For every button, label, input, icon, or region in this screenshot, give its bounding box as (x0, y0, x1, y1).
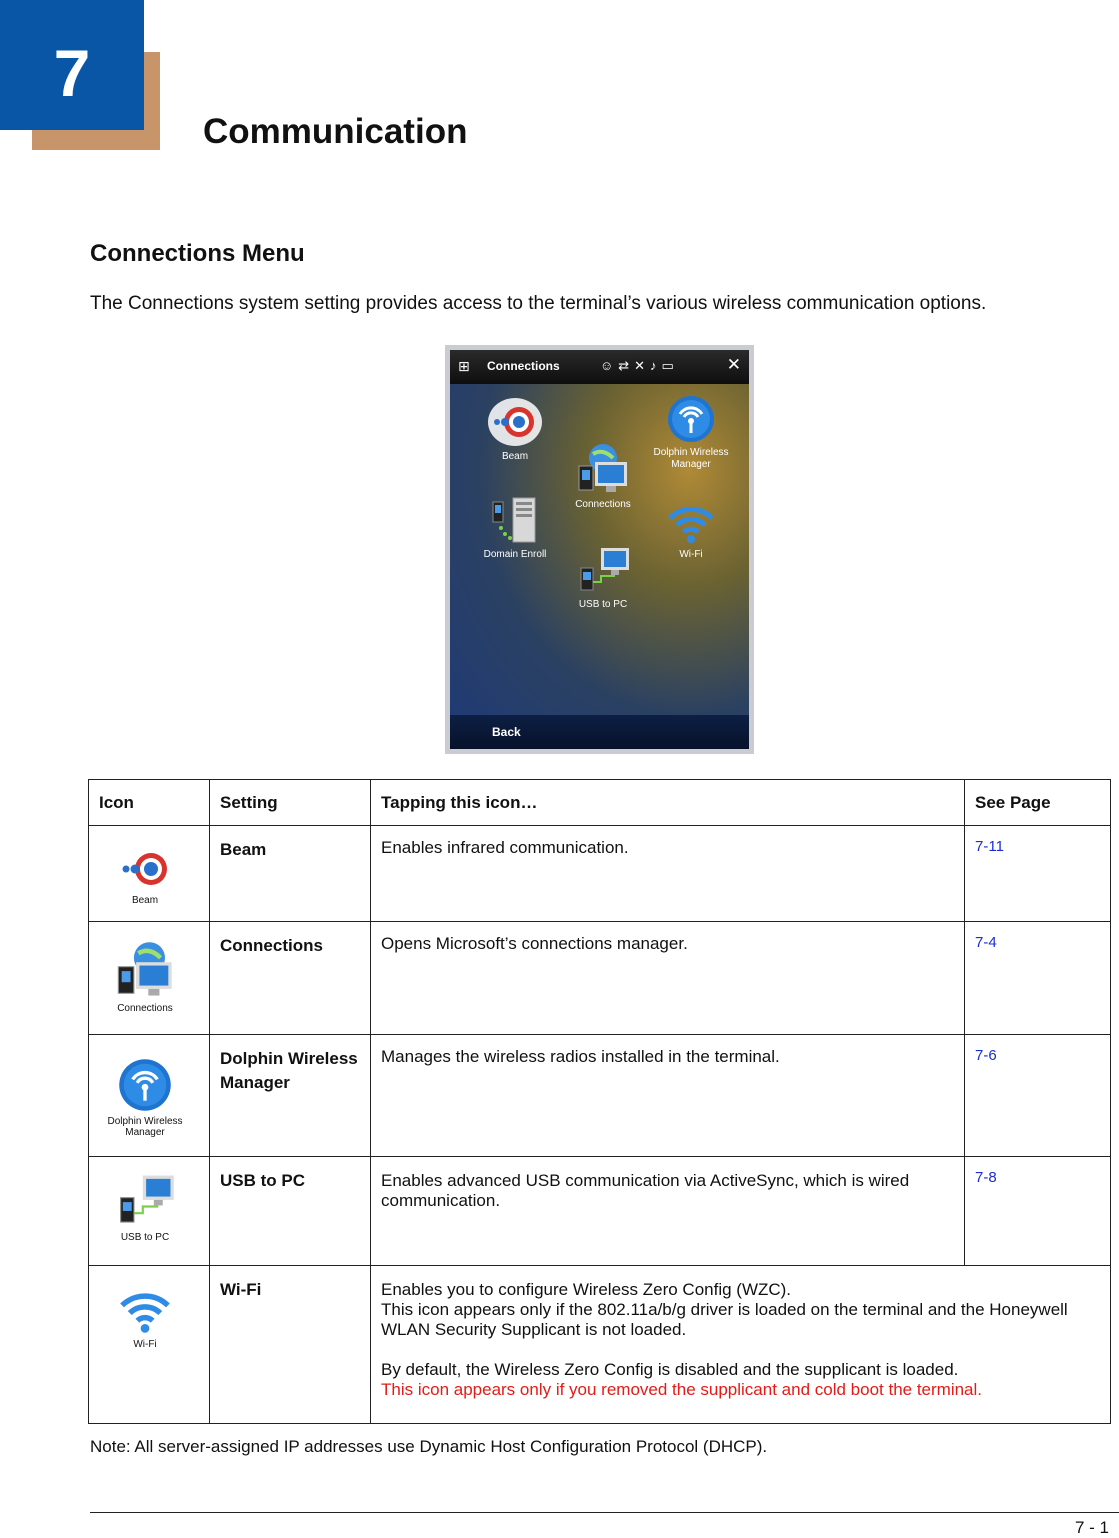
connections-icon (575, 442, 631, 496)
beam-icon (487, 396, 543, 448)
page-link[interactable]: 7-6 (965, 1035, 1111, 1157)
domain-enroll-icon (487, 496, 543, 546)
setting-cell: Beam (210, 826, 371, 922)
desc-text: Enables advanced USB communication via ActiveSync, which is wired communication. (381, 1171, 910, 1210)
dolphin-wireless-icon (666, 394, 716, 444)
table-row (89, 1266, 1111, 1424)
header-tapping: Tapping this icon… (371, 780, 965, 826)
setting-cell: USB to PC (210, 1157, 371, 1266)
note-text: Note: All server-assigned IP addresses use Dynamic Host Configuration Protocol (DHCP). (90, 1437, 768, 1456)
page-number: 7 - 1 (1074, 1518, 1109, 1537)
table-row (89, 826, 1111, 922)
desc-cell (371, 826, 965, 922)
icon-cell (89, 1157, 210, 1266)
page-link[interactable]: 7-8 (965, 1157, 1111, 1266)
icon-caption: Beam (131, 895, 159, 906)
usb-to-pc-icon (575, 546, 631, 596)
dolphin-wireless-icon (117, 1057, 173, 1113)
desc-text: Enables infrared communication. (381, 838, 629, 857)
warning-text: This icon appears only if you removed the supplicant and cold boot the terminal. (381, 1380, 983, 1399)
app-label: Wi-Fi (679, 549, 703, 560)
app-wifi[interactable] (644, 502, 738, 561)
icon-caption: Connections (117, 1003, 173, 1014)
header-setting: Setting (210, 780, 371, 826)
desc-text: Enables you to configure Wireless Zero Config (WZC). (381, 1280, 792, 1299)
icon-caption: Wi-Fi (133, 1339, 157, 1350)
app-label: Domain Enroll (483, 549, 547, 560)
app-connections[interactable] (556, 442, 650, 511)
desc-cell (371, 1035, 965, 1157)
footer-rule (90, 1512, 1119, 1513)
app-dolphin-wireless[interactable] (644, 394, 738, 471)
page-link[interactable]: 7-11 (965, 826, 1111, 922)
setting-cell: Dolphin Wireless Manager (210, 1035, 371, 1157)
app-label: Connections (575, 499, 631, 510)
app-label: USB to PC (578, 599, 628, 610)
device-screenshot (445, 345, 754, 754)
usb-to-pc-icon (114, 1173, 176, 1229)
desc-text: This icon appears only if the 802.11a/b/g driver is loaded on the terminal and the Honeywell WLAN Security Supplicant is not loaded. (381, 1300, 1068, 1339)
device-screen (450, 350, 749, 749)
page-link[interactable]: 7-4 (965, 922, 1111, 1035)
windows-start-icon[interactable]: ⊞ (458, 358, 470, 374)
beam-icon (117, 846, 173, 892)
chapter-title: Communication (203, 112, 468, 151)
desc-cell (371, 922, 965, 1035)
icon-cell (89, 1266, 210, 1424)
connections-icon (113, 940, 177, 1000)
desc-text: By default, the Wireless Zero Config is disabled and the supplicant is loaded. (381, 1360, 959, 1379)
app-domain-enroll[interactable] (468, 496, 562, 561)
table-row (89, 922, 1111, 1035)
wifi-icon (117, 1288, 173, 1336)
connections-table (88, 779, 1111, 1424)
back-button[interactable]: Back (492, 725, 521, 739)
header-icon: Icon (89, 780, 210, 826)
desc-cell (371, 1266, 1111, 1424)
chapter-number: 7 (0, 0, 144, 130)
icon-caption: Dolphin Wireless Manager (107, 1116, 183, 1138)
table-row (89, 1035, 1111, 1157)
icon-cell (89, 922, 210, 1035)
icon-cell (89, 826, 210, 922)
setting-cell: Wi-Fi (210, 1266, 371, 1424)
device-title-bar (450, 350, 749, 384)
close-icon[interactable]: ✕ (726, 355, 741, 374)
app-usb-to-pc[interactable] (556, 546, 650, 611)
desc-text: Opens Microsoft’s connections manager. (381, 934, 688, 953)
desc-text: Manages the wireless radios installed in the terminal. (381, 1047, 780, 1066)
intro-paragraph: The Connections system setting provides access to the terminal’s various wireless communication options. (90, 293, 987, 314)
table-row (89, 1157, 1111, 1266)
header-see-page: See Page (965, 780, 1111, 826)
device-bottom-bar (450, 715, 749, 749)
app-label: Dolphin Wireless Manager (653, 447, 729, 470)
setting-cell: Connections (210, 922, 371, 1035)
status-icons: ☺⇄✕♪▭ (600, 358, 679, 373)
desc-cell (371, 1157, 965, 1266)
icon-caption: USB to PC (120, 1232, 170, 1243)
device-title: Connections (487, 359, 560, 373)
app-beam[interactable] (468, 396, 562, 463)
wifi-icon (666, 502, 716, 546)
section-title: Connections Menu (90, 240, 305, 267)
app-label: Beam (501, 451, 529, 462)
icon-cell (89, 1035, 210, 1157)
table-header-row (89, 780, 1111, 826)
